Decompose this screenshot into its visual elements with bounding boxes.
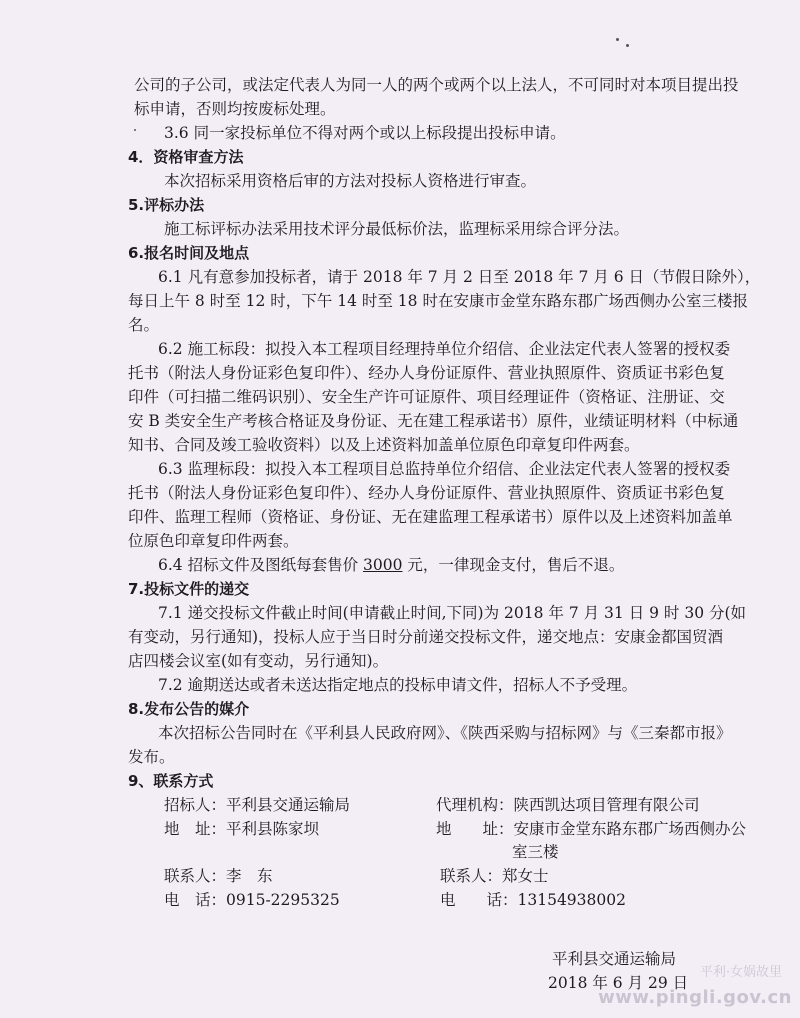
section-heading: 4．资格审查方法	[128, 148, 244, 166]
price-suffix: 元，一律现金支付，售后不退。	[402, 556, 625, 574]
price-line	[158, 555, 624, 575]
scan-speck	[626, 44, 629, 47]
signature-date: 2018 年 6 月 29 日	[548, 974, 689, 992]
contact-phone: 电 话：13154938002	[440, 891, 626, 909]
body-line: 名。	[128, 316, 160, 334]
scan-speck	[616, 38, 619, 41]
body-line: 知书、合同及竣工验收资料）以及上述资料加盖单位原色印章复印件两套。	[128, 436, 640, 454]
contact-address: 地 址：平利县陈家坝	[164, 820, 320, 838]
contact-person: 联系人：郑女士	[440, 867, 549, 885]
body-line: 7.2 逾期送达或者未送达指定地点的投标申请文件，招标人不予受理。	[158, 676, 638, 694]
watermark-slogan: 平利·女娲故里	[699, 965, 782, 980]
body-line: 6.2 施工标段：拟投入本工程项目经理持单位介绍信、企业法定代表人签署的授权委	[158, 340, 731, 358]
body-line: 位原色印章复印件两套。	[128, 532, 299, 550]
watermark-url: www.pingli.gov.cn	[598, 987, 792, 1008]
section-heading: 6.报名时间及地点	[128, 244, 250, 262]
price-amount: 3000	[363, 556, 403, 574]
section-heading: 9、联系方式	[128, 772, 214, 790]
body-line: 标申请，否则均按废标处理。	[134, 100, 336, 118]
contact-tenderer: 招标人：平利县交通运输局	[164, 796, 351, 814]
body-line: 印件、监理工程师（资格证、身份证、无在建监理工程承诺书）原件以及上述资料加盖单	[128, 508, 733, 526]
body-line: 6.3 监理标段：拟投入本工程项目总监持单位介绍信、企业法定代表人签署的授权委	[158, 460, 731, 478]
body-line: 公司的子公司，或法定代表人为同一人的两个或两个以上法人，不可同时对本项目提出投	[134, 76, 739, 94]
body-line: 施工标评标办法采用技术评分最低标价法，监理标采用综合评分法。	[164, 220, 630, 238]
body-line: 店四楼会议室(如有变动，另行通知)。	[128, 652, 389, 670]
section-heading: 8.发布公告的媒介	[128, 700, 250, 718]
body-line: 安 B 类安全生产考核合格证及身份证、无在建工程承诺书）原件，业绩证明材料（中标通	[128, 412, 739, 430]
body-line: 6.1 凡有意参加投标者，请于 2018 年 7 月 2 日至 2018 年 7 月 6 日（节假日除外），	[158, 268, 761, 286]
body-line: 发布。	[128, 748, 175, 766]
body-line: 本次招标公告同时在《平利县人民政府网》、《陕西采购与招标网》与《三秦都市报》	[158, 724, 732, 742]
body-line: 3.6 同一家投标单位不得对两个或以上标段提出投标申请。	[164, 124, 566, 142]
contact-agency: 代理机构：陕西凯达项目管理有限公司	[436, 796, 700, 814]
signature-org: 平利县交通运输局	[552, 950, 677, 968]
scan-speck	[134, 129, 136, 131]
contact-person: 联系人：李 东	[164, 867, 273, 885]
body-line: 托书（附法人身份证彩色复印件）、经办人身份证原件、营业执照原件、资质证书彩色复	[128, 484, 725, 502]
section-heading: 5.评标办法	[128, 196, 205, 214]
contact-address-cont: 室三楼	[512, 843, 559, 861]
contact-phone: 电 话：0915-2295325	[164, 891, 340, 909]
body-line: 印件（可扫描二维码识别）、安全生产许可证原件、项目经理证件（资格证、注册证、交	[128, 388, 725, 406]
section-heading: 7.投标文件的递交	[128, 580, 250, 598]
body-line: 每日上午 8 时至 12 时，下午 14 时至 18 时在安康市金堂东路东郡广场西侧办公室三楼报	[128, 292, 748, 310]
contact-address: 地 址：安康市金堂东路东郡广场西侧办公	[436, 820, 747, 838]
price-prefix: 6.4 招标文件及图纸每套售价	[158, 556, 364, 574]
body-line: 有变动，另行通知)，投标人应于当日时分前递交投标文件，递交地点：安康金都国贸酒	[128, 628, 724, 646]
body-line: 托书（附法人身份证彩色复印件）、经办人身份证原件、营业执照原件、资质证书彩色复	[128, 364, 725, 382]
body-line: 本次招标采用资格后审的方法对投标人资格进行审查。	[164, 172, 537, 190]
body-line: 7.1 递交投标文件截止时间(申请截止时间,下同)为 2018 年 7 月 31 日 9 时 30 分(如	[158, 604, 747, 622]
